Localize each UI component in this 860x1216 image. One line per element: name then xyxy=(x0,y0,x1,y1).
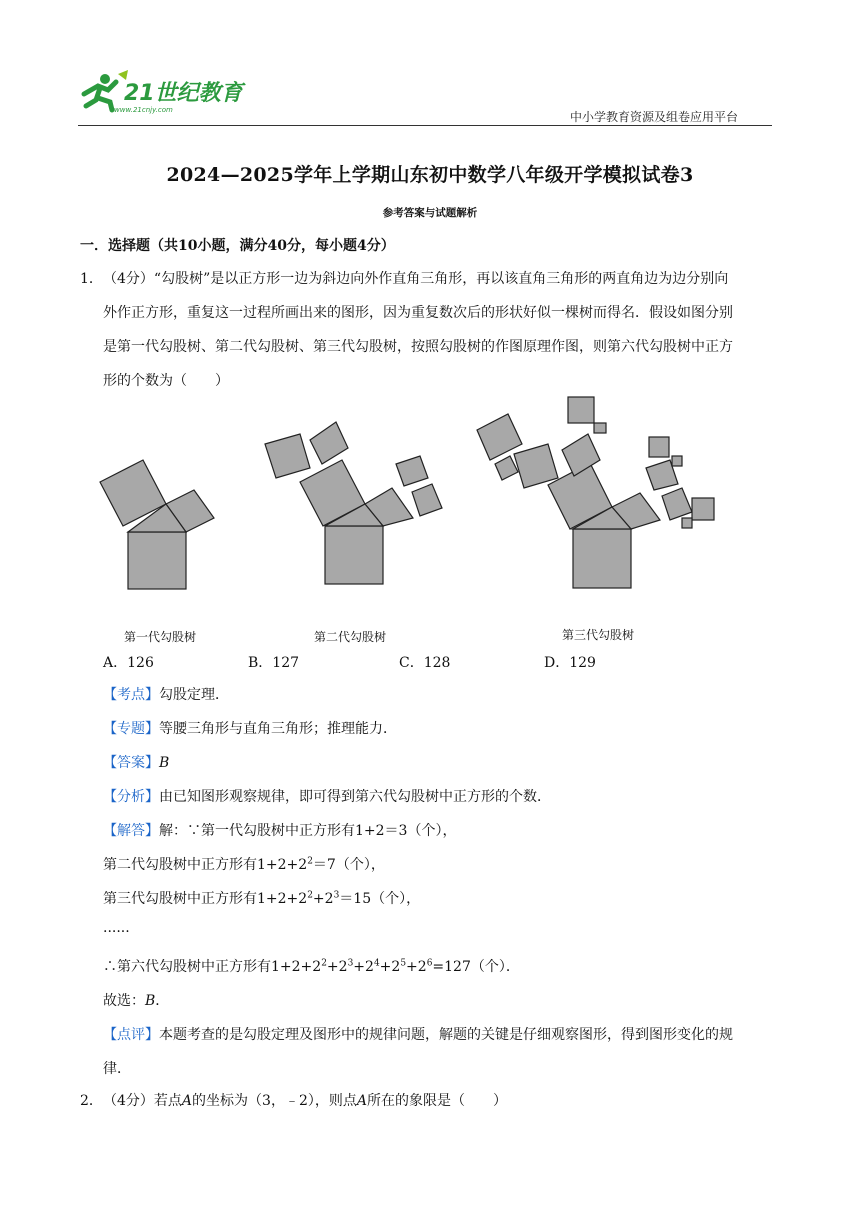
pythagoras-tree-figure xyxy=(90,392,730,597)
option-c: C．128 xyxy=(399,655,451,671)
choose-line: 故选：B． xyxy=(103,993,170,1009)
question-stem-line: 外作正方形，重复这一过程所画出来的图形，因为重复数次后的形状好似一棵树而得名．假设如图分别 xyxy=(103,305,733,321)
header-rule xyxy=(78,125,772,126)
jieda-tag: 【解答】 xyxy=(103,823,159,839)
kaodian: 【考点】勾股定理． xyxy=(103,687,229,703)
fenxi: 【分析】由已知图形观察规律，即可得到第六代勾股树中正方形的个数． xyxy=(103,789,551,805)
tree-generation-1 xyxy=(100,460,214,589)
ellipsis: ...... xyxy=(103,920,130,936)
question-number: 2． xyxy=(80,1093,103,1109)
question-stem-line: （4分）“勾股树”是以正方形一边为斜边向外作直角三角形，再以该直角三角形的两直角边为边分别向 xyxy=(103,271,729,287)
tree-generation-2 xyxy=(265,422,442,584)
page-title: 2024—2025学年上学期山东初中数学八年级开学模拟试卷3 xyxy=(166,164,694,186)
figure-caption: 第三代勾股树 xyxy=(562,628,635,642)
section-heading: 一．选择题（共10小题，满分40分，每小题4分） xyxy=(80,238,395,254)
jieda: 【解答】解：∵第一代勾股树中正方形有1+2＝3（个）， xyxy=(103,823,457,839)
fenxi-tag: 【分析】 xyxy=(103,789,159,805)
tree-generation-3 xyxy=(477,397,714,588)
option-d: D．129 xyxy=(544,655,596,671)
platform-name: 中小学教育资源及组卷应用平台 xyxy=(569,110,738,124)
question-number: 1． xyxy=(80,271,103,287)
svg-text:21世纪教育: 21世纪教育 xyxy=(124,81,243,106)
dianping: 【点评】本题考查的是勾股定理及图形中的规律问题，解题的关键是仔细观察图形，得到图形变化的规 xyxy=(103,1027,733,1043)
option-a: A．126 xyxy=(103,655,154,671)
question-2-stem: （4分）若点A的坐标为（3，﹣2），则点A所在的象限是（ ） xyxy=(103,1093,507,1109)
logo xyxy=(78,70,258,120)
dianping-line-2: 律． xyxy=(103,1061,131,1077)
question-stem-line: 是第一代勾股树、第二代勾股树、第三代勾股树，按照勾股树的作图原理作图，则第六代勾股树中正方 xyxy=(103,339,733,355)
kaodian-tag: 【考点】 xyxy=(103,687,159,703)
figure-caption: 第二代勾股树 xyxy=(314,630,387,644)
option-b: B．127 xyxy=(248,655,300,671)
jieda-line-2: 第二代勾股树中正方形有$1+2+2^2=7$（个）， xyxy=(103,856,385,873)
jieda-line-3: 第三代勾股树中正方形有$1+2+2^2+2^3=15$（个）， xyxy=(103,890,421,907)
subtitle: 参考答案与试题解析 xyxy=(382,207,478,219)
question-stem-line: 形的个数为（ ） xyxy=(103,373,229,389)
figure-caption: 第一代勾股树 xyxy=(124,630,197,644)
dianping-tag: 【点评】 xyxy=(103,1027,159,1043)
zhuanti: 【专题】等腰三角形与直角三角形；推理能力． xyxy=(103,721,397,737)
svg-text:www.21cnjy.com: www.21cnjy.com xyxy=(114,106,173,114)
jieda-line-6: ∴第六代勾股树中正方形有$1+2+2^2+2^3+2^4+2^5+2^6=127$（个）． xyxy=(103,958,520,975)
daan-tag: 【答案】 xyxy=(103,755,159,771)
zhuanti-tag: 【专题】 xyxy=(103,721,159,737)
daan: 【答案】B xyxy=(103,755,170,771)
runner-icon xyxy=(84,70,128,110)
